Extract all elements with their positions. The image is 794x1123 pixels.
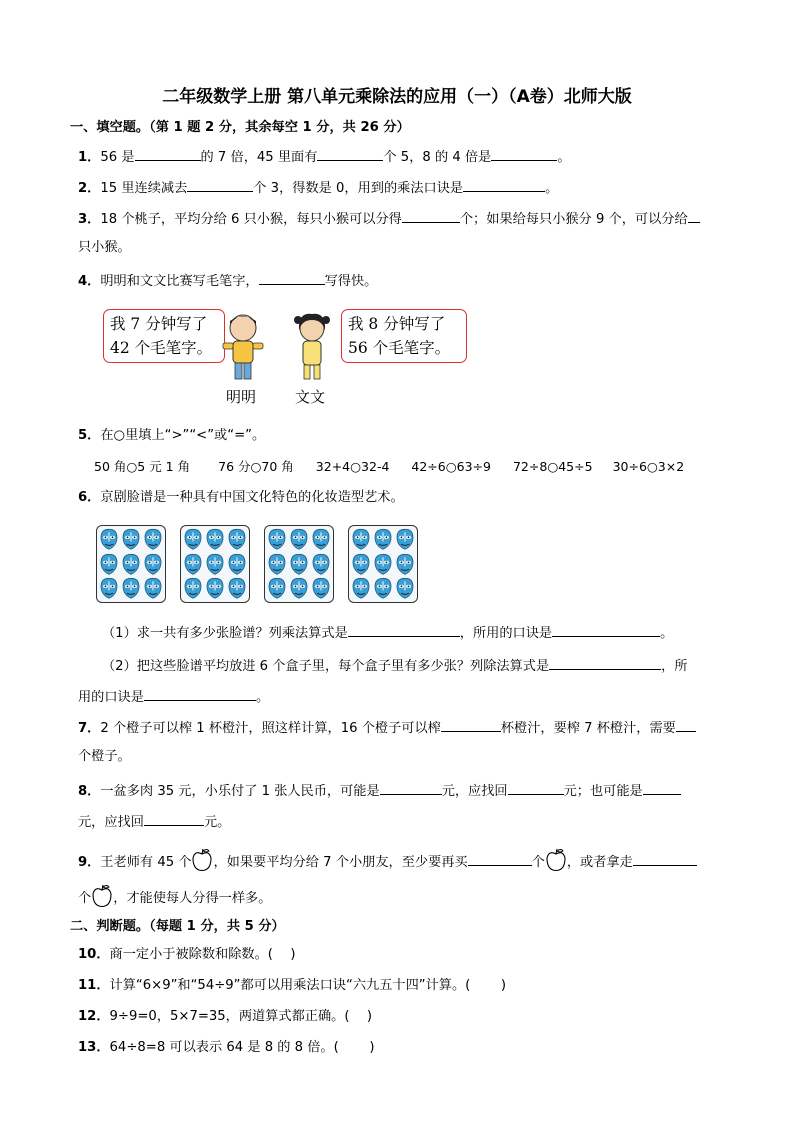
compare-items: [94, 457, 684, 477]
opera-mask-icon: [289, 577, 309, 600]
name-mingming: 明明: [226, 388, 257, 406]
question-8: 8．一盆多肉 35 元，小乐付了 1 张人民币，可能是 元，应找回 元；也可能是: [78, 780, 681, 802]
opera-mask-icon: [267, 553, 287, 576]
name-wenwen: 文文: [295, 388, 326, 406]
opera-mask-icon: [267, 577, 287, 600]
apple-icon: [191, 848, 213, 872]
opera-mask-icon: [121, 528, 141, 551]
opera-mask-icon: [395, 528, 415, 551]
mask-box: [180, 525, 250, 603]
answer-blank[interactable]: [135, 146, 201, 161]
opera-mask-icon: [395, 577, 415, 600]
compare-item: 42÷6○63÷9: [411, 459, 491, 474]
apple-icon: [91, 884, 113, 908]
answer-blank[interactable]: [441, 717, 501, 732]
answer-blank[interactable]: [317, 146, 383, 161]
opera-mask-icon: [351, 528, 371, 551]
question-2: 2．15 里连续减去 个 3，得数是 0，用到的乘法口诀是 。: [78, 177, 558, 199]
opera-mask-icon: [205, 528, 225, 551]
question-13: 13．64÷8=8 可以表示 64 是 8 的 8 倍。( ): [78, 1040, 375, 1055]
question-7-cont: 个橙子。: [78, 749, 131, 764]
opera-mask-icon: [143, 528, 163, 551]
answer-blank[interactable]: [463, 177, 545, 192]
answer-blank[interactable]: [491, 146, 557, 161]
opera-mask-icon: [395, 553, 415, 576]
answer-blank[interactable]: [468, 851, 532, 866]
opera-mask-icon: [121, 577, 141, 600]
boy-illustration: [212, 312, 274, 384]
opera-mask-icon: [205, 577, 225, 600]
answer-blank[interactable]: [643, 780, 681, 795]
opera-mask-icon: [99, 553, 119, 576]
answer-blank[interactable]: [259, 270, 325, 285]
opera-mask-icon: [183, 553, 203, 576]
question-7: 7．2 个橙子可以榨 1 杯橙汁，照这样计算，16 个橙子可以榨 杯橙汁，要榨 7 杯橙汁，需要: [78, 717, 696, 739]
answer-blank[interactable]: [380, 780, 442, 795]
answer-blank[interactable]: [402, 208, 460, 223]
answer-blank[interactable]: [187, 177, 253, 192]
opera-mask-icon: [289, 528, 309, 551]
answer-blank[interactable]: [348, 622, 460, 637]
opera-mask-icon: [227, 577, 247, 600]
answer-blank[interactable]: [508, 780, 564, 795]
compare-item: 30÷6○3×2: [612, 459, 685, 474]
question-6-part-1: （1）求一共有多少张脸谱？列乘法算式是 ，所用的口诀是 。: [102, 622, 673, 644]
compare-item: 50 角○5 元 1 角: [94, 459, 191, 474]
answer-blank[interactable]: [549, 655, 661, 670]
question-6-part-2-cont: 用的口诀是 。: [78, 686, 269, 708]
question-6-part-2: （2）把这些脸谱平均放进 6 个盒子里，每个盒子里有多少张？列除法算式是 ，所: [102, 655, 688, 677]
question-5: 5．在○里填上“>”“<”或“=”。: [78, 428, 266, 443]
opera-mask-icon: [311, 577, 331, 600]
compare-item: 32+4○32-4: [315, 459, 390, 474]
question-10: 10．商一定小于被除数和除数。( ): [78, 947, 296, 962]
opera-mask-icon: [99, 577, 119, 600]
opera-mask-icon: [373, 553, 393, 576]
question-3-line-1: 3．18 个桃子，平均分给 6 只小猴，每只小猴可以分得 个；如果给每只小猴分 9 个，可以分给: [78, 208, 700, 230]
question-3-line-2: 只小猴。: [78, 240, 131, 255]
speech-bubble-mingming: 我 7 分钟写了 42 个毛笔字。: [103, 309, 225, 363]
opera-mask-icon: [143, 553, 163, 576]
opera-mask-icon: [351, 577, 371, 600]
question-9: 9．王老师有 45 个 ，如果要平均分给 7 个小朋友，至少要再买 个 ，或者拿走: [78, 848, 697, 873]
question-9-cont: 个 ，才能使每人分得一样多。: [78, 884, 271, 909]
answer-blank[interactable]: [676, 717, 696, 732]
mask-box: [348, 525, 418, 603]
question-6: 6．京剧脸谱是一种具有中国文化特色的化妆造型艺术。: [78, 490, 404, 505]
compare-item: 72÷8○45÷5: [512, 459, 593, 474]
apple-icon: [545, 848, 567, 872]
opera-mask-icon: [373, 577, 393, 600]
opera-mask-icon: [227, 528, 247, 551]
section-2-heading: 二、判断题。（每题 1 分，共 5 分）: [70, 919, 285, 934]
opera-mask-icon: [121, 553, 141, 576]
opera-mask-icon: [183, 528, 203, 551]
opera-mask-icon: [227, 553, 247, 576]
opera-mask-icon: [183, 577, 203, 600]
opera-mask-icon: [143, 577, 163, 600]
girl-illustration: [284, 312, 340, 384]
section-1-heading: 一、填空题。（第 1 题 2 分，其余每空 1 分，共 26 分）: [70, 120, 410, 135]
question-11: 11．计算“6×9”和“54÷9”都可以用乘法口诀“六九五十四”计算。( ): [78, 978, 507, 993]
question-12: 12．9÷9=0，5×7=35，两道算式都正确。( ): [78, 1009, 373, 1024]
speech-bubble-wenwen: 我 8 分钟写了 56 个毛笔字。: [341, 309, 467, 363]
opera-mask-icon: [289, 553, 309, 576]
answer-blank[interactable]: [144, 811, 204, 826]
opera-mask-icon: [205, 553, 225, 576]
opera-mask-icon: [311, 528, 331, 551]
opera-mask-icon: [373, 528, 393, 551]
question-8-cont: 元，应找回 元。: [78, 811, 230, 833]
opera-mask-icon: [351, 553, 371, 576]
opera-mask-icon: [311, 553, 331, 576]
mask-box: [264, 525, 334, 603]
mask-box: [96, 525, 166, 603]
page-title: 二年级数学上册 第八单元乘除法的应用（一）（A卷）北师大版: [162, 87, 632, 107]
answer-blank[interactable]: [144, 686, 256, 701]
question-1: 1．56 是 的 7 倍，45 里面有 个 5，8 的 4 倍是 。: [78, 146, 571, 168]
answer-blank[interactable]: [552, 622, 660, 637]
opera-mask-icon: [99, 528, 119, 551]
answer-blank[interactable]: [633, 851, 697, 866]
opera-mask-icon: [267, 528, 287, 551]
question-4: 4．明明和文文比赛写毛笔字， 写得快。: [78, 270, 377, 292]
answer-blank[interactable]: [688, 208, 700, 223]
compare-item: 76 分○70 角: [218, 459, 294, 474]
